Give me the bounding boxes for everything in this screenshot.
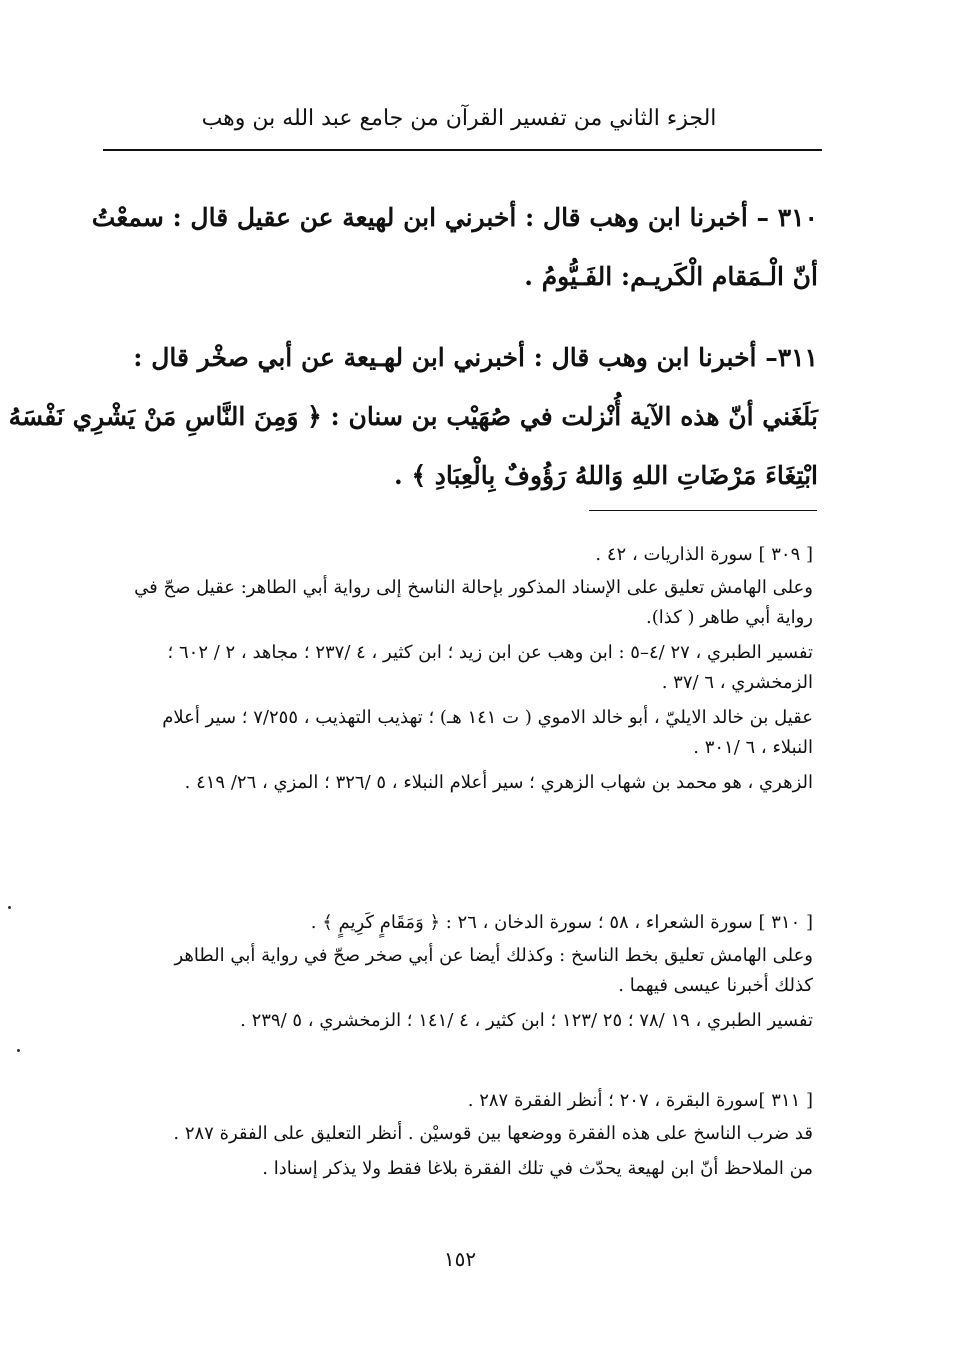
footnotes-309 xyxy=(133,540,813,803)
paragraph-311-line-2: بَلَغَني أنّ هذه الآية أُنْزلت في صُهَيْب بن سنان : ﴿ وَمِنَ النَّاسِ مَنْ يَشْرِي نَفْسَهُ xyxy=(8,402,818,431)
footnote-separator xyxy=(589,510,817,511)
note-309-aqil-biography: عقيل بن خالد الايليّ ، أبو خالد الاموي ( ت ١٤١ هـ) ؛ تهذيب التهذيب ، ٧/٢٥٥ ؛ سير أعلام النبلاء ، ٦ /٣٠١ . xyxy=(162,707,813,758)
note-309-zuhri-biography: الزهري ، هو محمد بن شهاب الزهري ؛ سير أعلام النبلاء ، ٥ /٣٢٦ ؛ المزي ، ٢٦/ ٤١٩ . xyxy=(184,772,813,793)
note-310-tafsir-references: تفسير الطبري ، ١٩ /٧٨ ؛ ٢٥ /١٢٣ ؛ ابن كثير ، ٤ /١٤١ ؛ الزمخشري ، ٥ /٢٣٩ . xyxy=(240,1010,813,1031)
footnotes-311 xyxy=(133,1086,813,1189)
note-311-observation: من الملاحظ أنّ ابن لهيعة يحدّث في تلك الفقرة بلاغا فقط ولا يذكر إسنادا . xyxy=(262,1158,813,1179)
page-number: ١٥٢ xyxy=(443,1247,477,1271)
note-310-reference: [ ٣١٠ ] سورة الشعراء ، ٥٨ ؛ سورة الدخان ، ٢٦ : ﴿ وَمَقَامٍ كَرِيمٍ ﴾ . xyxy=(310,912,813,933)
header-rule xyxy=(103,149,822,151)
note-309-margin-comment: وعلى الهامش تعليق على الإسناد المذكور بإحالة الناسخ إلى رواية أبي الطاهر: عقيل صحّ في رواية أبي طاهر ( كذا). xyxy=(134,577,813,628)
note-311-struck-comment: قد ضرب الناسخ على هذه الفقرة ووضعها بين قوسيْن . أنظر التعليق على الفقرة ٢٨٧ . xyxy=(173,1123,813,1144)
running-head: الجزء الثاني من تفسير القرآن من جامع عبد الله بن وهب xyxy=(201,106,717,131)
paragraph-311-line-3: ابْتِغَاءَ مَرْضَاتِ اللهِ وَاللهُ رَؤُوفٌ بِالْعِبَادِ ﴾ . xyxy=(394,461,818,490)
note-311-reference: [ ٣١١ ]سورة البقرة ، ٢٠٧ ؛ أنظر الفقرة ٢٨٧ . xyxy=(467,1090,813,1111)
note-310-margin-comment: وعلى الهامش تعليق بخط الناسخ : وكذلك أيضا عن أبي صخر صحّ في رواية أبي الطاهر كذلك أخبرنا عيسى فيهما . xyxy=(174,945,813,996)
note-309-reference: [ ٣٠٩ ] سورة الذاريات ، ٤٢ . xyxy=(595,544,813,565)
paragraph-310-line-2: أنّ الْـمَقام الْكَريـم: الفَـيُّومُ . xyxy=(524,262,818,291)
scan-speck xyxy=(8,906,11,909)
paragraph-310 xyxy=(91,188,818,306)
footnotes-310 xyxy=(133,908,813,1041)
note-309-tafsir-references: تفسير الطبري ، ٢٧ /٤–٥ : ابن وهب عن ابن زيد ؛ ابن كثير ، ٤ /٢٣٧ ؛ مجاهد ، ٢ / ٦٠٢ ؛ الزمخشري ، ٦ /٣٧ . xyxy=(167,642,813,693)
scan-speck xyxy=(17,1049,20,1052)
paragraph-311 xyxy=(8,328,818,505)
paragraph-310-line-1: ٣١٠ – أخبرنا ابن وهب قال : أخبرني ابن لهيعة عن عقيل قال : سمعْتُ xyxy=(91,203,818,232)
paragraph-311-line-1: ٣١١– أخبرنا ابن وهب قال : أخبرني ابن لهـيعة عن أبي صخْر قال : xyxy=(133,343,818,372)
